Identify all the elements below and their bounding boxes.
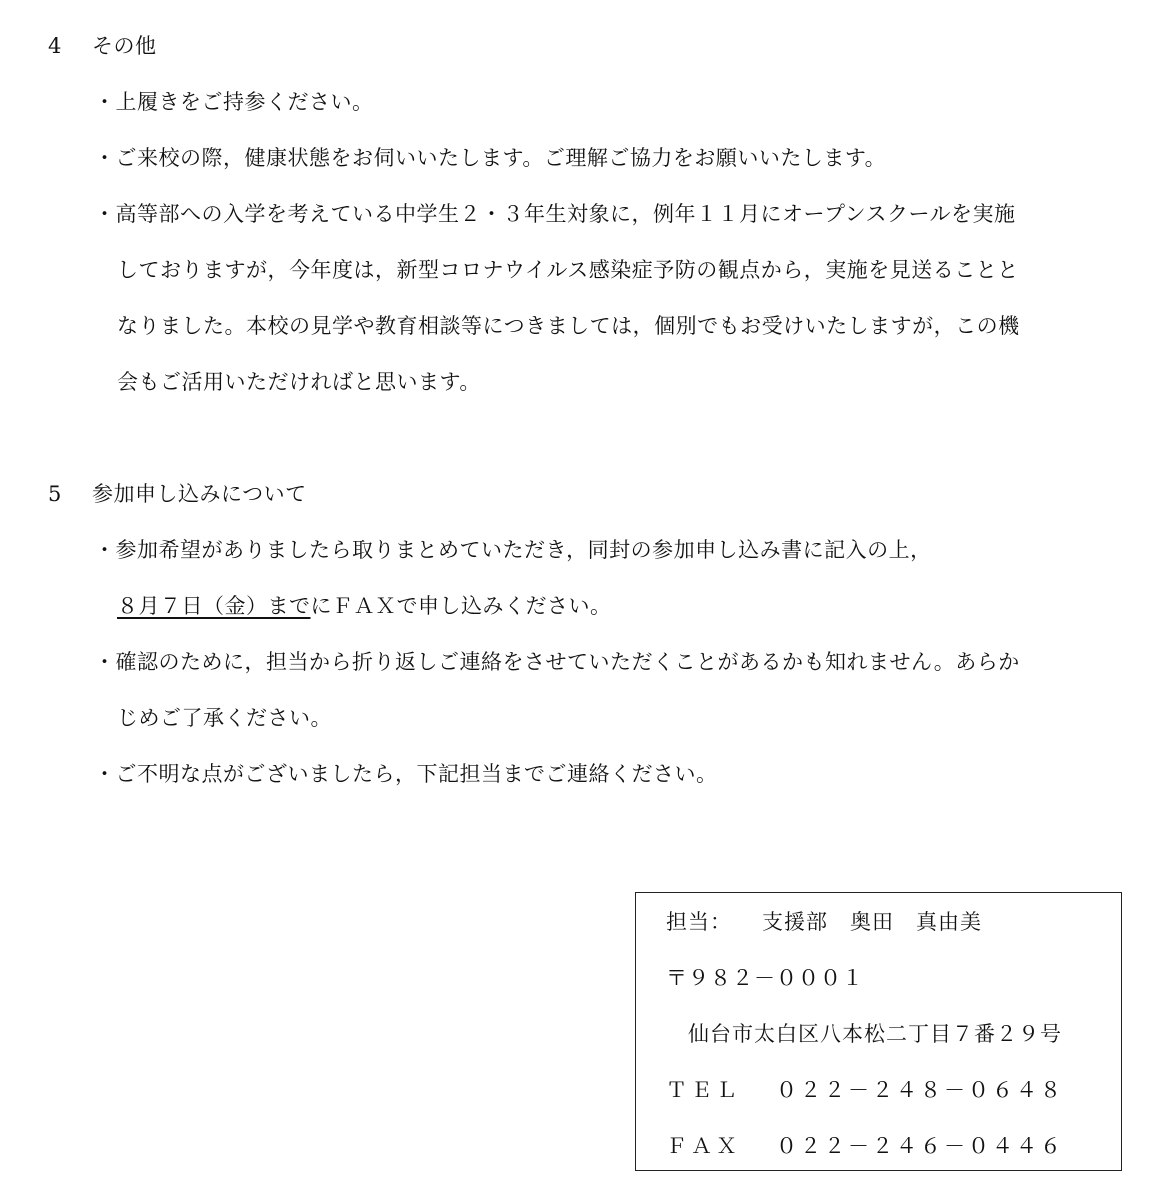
contact-tel-number: ０２２－２４８－０６４８ — [776, 1078, 1064, 1102]
contact-postal-code: 〒９８２－０００１ — [666, 966, 864, 990]
deadline-rest: にＦＡＸで申し込みください。 — [310, 594, 612, 618]
section-4-number: 4 — [48, 34, 62, 58]
contact-fax — [666, 1131, 1064, 1161]
contact-box — [635, 892, 1122, 1171]
contact-person — [666, 907, 982, 937]
section-5-bullet-2-line-1: ・確認のために，担当から折り返しご連絡をさせていただくことがあるかも知れません。あらか — [94, 650, 1020, 674]
contact-fax-number: ０２２－２４６－０４４６ — [776, 1134, 1064, 1158]
section-5-bullet-1-line-1: ・参加希望がありましたら取りまとめていただき，同封の参加申し込み書に記入の上， — [94, 538, 932, 562]
section-5-title: 参加申し込みについて — [92, 482, 307, 506]
section-4-bullet-2: ・ご来校の際，健康状態をお伺いいたします。ご理解ご協力をお願いいたします。 — [94, 146, 887, 170]
section-5-number: 5 — [48, 482, 62, 506]
contact-person-label: 担当： — [666, 910, 732, 934]
contact-person-name: 支援部 奥田 真由美 — [762, 910, 982, 934]
contact-tel — [666, 1075, 1064, 1105]
section-5-bullet-1-line-2 — [117, 591, 612, 621]
contact-fax-label: ＦＡＸ — [666, 1134, 741, 1158]
section-5-heading — [48, 479, 307, 509]
section-5-bullet-2-line-2: じめご了承ください。 — [117, 706, 332, 730]
contact-tel-label: ＴＥＬ — [666, 1078, 741, 1102]
section-4-heading — [48, 31, 157, 61]
section-4-bullet-1: ・上履きをご持参ください。 — [94, 90, 374, 114]
deadline-date: ８月７日（金）まで — [117, 594, 311, 618]
section-4-bullet-3-line-2: しておりますが，今年度は，新型コロナウイルス感染症予防の観点から，実施を見送ることと — [117, 258, 1019, 282]
section-4-bullet-3-line-3: なりました。本校の見学や教育相談等につきましては，個別でもお受けいたしますが，この機 — [117, 314, 1020, 338]
section-4-title: その他 — [92, 34, 157, 58]
section-4-bullet-3-line-1: ・高等部への入学を考えている中学生２・３年生対象に，例年１１月にオープンスクールを実施 — [94, 202, 1016, 226]
contact-address: 仙台市太白区八本松二丁目７番２９号 — [688, 1022, 1062, 1046]
section-4-bullet-3-line-4: 会もご活用いただければと思います。 — [117, 370, 481, 394]
section-5-bullet-3: ・ご不明な点がございましたら，下記担当までご連絡ください。 — [94, 762, 718, 786]
